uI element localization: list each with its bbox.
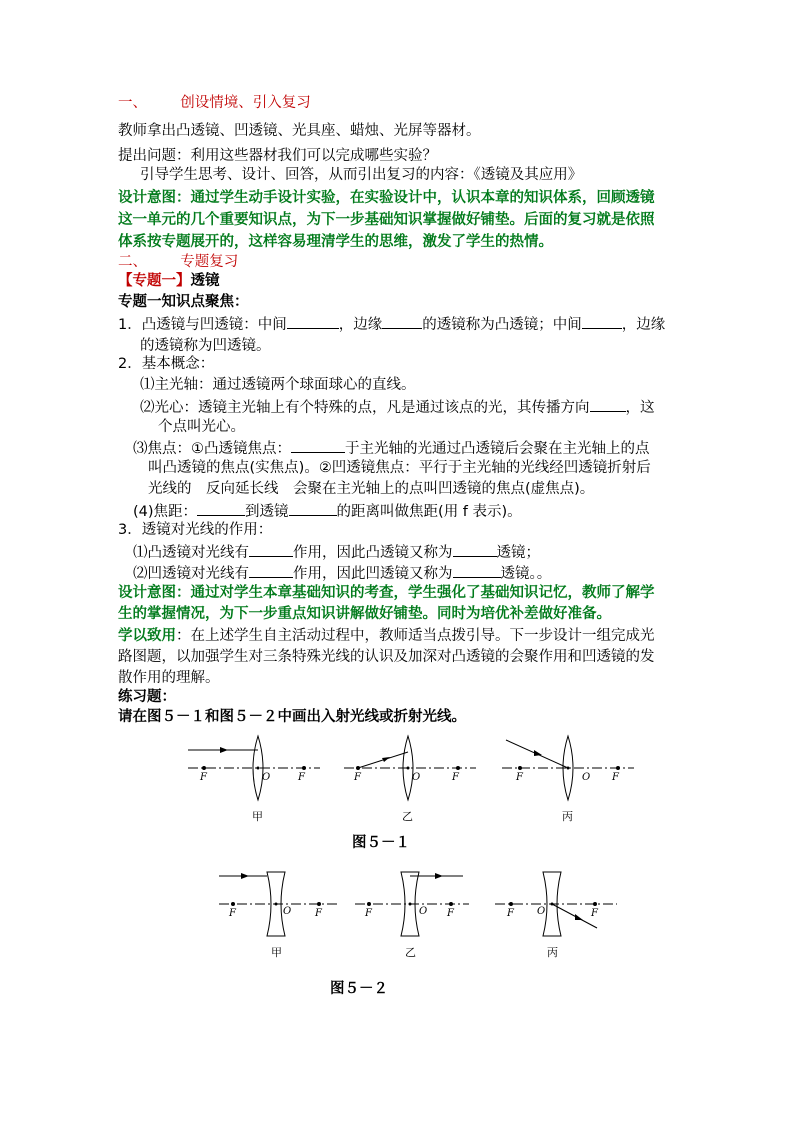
focus-dot [356, 766, 360, 770]
topic-1-bracket: 【专题一】 [118, 273, 191, 289]
design-intent-1-line-3: 体系按专题展开的，这样容易理清学生的思维，激发了学生的热情。 [118, 234, 553, 250]
apply-label: 学以致用 [118, 628, 176, 644]
focus-label: F [365, 908, 372, 919]
diagram-label-bing: 丙 [547, 946, 558, 959]
diagram-label-yi: 乙 [402, 810, 413, 823]
paragraph-guide: 引导学生思考、设计、回答，从而引出复习的内容：《透镜及其应用》 [140, 167, 583, 183]
apply-line-3: 散作用的理解。 [118, 670, 220, 686]
figure-5-1 [180, 728, 640, 828]
focus-dot [202, 766, 206, 770]
focus-label: F [447, 908, 454, 919]
focus-label: F [516, 772, 523, 783]
optical-center-label: O [412, 772, 421, 783]
focus-label: F [200, 772, 207, 783]
topic-1-title: 透镜 [190, 273, 220, 289]
optical-center-line-1: ⑵光心：透镜主光轴上有个特殊的点，凡是通过该点的光，其传播方向 ，这 [140, 397, 655, 417]
focus-dot [616, 766, 620, 770]
question-3-title: 3．透镜对光线的作用： [118, 522, 273, 538]
focus-label: F [229, 908, 236, 919]
focal-point-line-3: 光线的 反向延长线 会聚在主光轴上的点叫凹透镜的焦点(虚焦点)。 [148, 481, 595, 497]
exercise-instruction: 请在图５－１和图５－２中画出入射光线或折射光线。 [118, 709, 466, 725]
question-1-line-2: 的透镜称为凹透镜。 [140, 338, 271, 354]
diagram-label-jia: 甲 [252, 810, 263, 823]
design-intent-1-line-1: 设计意图：通过学生动手设计实验，在实验设计中，认识本章的知识体系，回顾透镜 [118, 190, 655, 206]
focus-dot [593, 902, 597, 906]
diagram-label-bing: 丙 [562, 810, 573, 823]
focus-label: F [354, 772, 361, 783]
blank[interactable] [453, 563, 501, 578]
optical-center-label: O [262, 772, 271, 783]
question-2-title: 2．基本概念： [118, 356, 215, 372]
design-intent-1-line-2: 这一单元的几个重要知识点，为下一步基础知识掌握做好铺垫。后面的复习就是依照 [118, 212, 655, 228]
blank[interactable] [582, 314, 622, 329]
apply-line-2: 路图题，以加强学生对三条特殊光线的认识及加深对凸透镜的会聚作用和凹透镜的发 [118, 649, 655, 665]
blank[interactable] [289, 501, 337, 516]
paragraph-question: 提出问题：利用这些器材我们可以完成哪些实验？ [118, 148, 437, 164]
fig1-diagram-bing [502, 736, 634, 823]
focus-label: F [507, 908, 514, 919]
focus-dot [367, 902, 371, 906]
figure-5-2 [215, 862, 625, 962]
question-3-convex-line: ⑴凸透镜对光线有 作用，因此凸透镜又称为 透镜； [133, 542, 540, 562]
topic-1-heading [118, 272, 220, 290]
design-intent-2-line-2: 生的掌握情况，为下一步重点知识讲解做好铺垫。同时为培优补差做好准备。 [118, 606, 611, 622]
blank[interactable] [453, 542, 497, 557]
focus-dot [231, 902, 235, 906]
exercise-title: 练习题： [118, 689, 176, 705]
design-intent-2-line-1: 设计意图：通过对学生本章基础知识的考查，学生强化了基础知识记忆，教师了解学 [118, 585, 655, 601]
focus-label: F [591, 908, 598, 919]
optical-center-label: O [283, 906, 292, 917]
optical-center-line-2: 个点叫光心。 [158, 419, 245, 435]
section-2-heading [118, 253, 238, 271]
focus-dot [317, 902, 321, 906]
focus-dot [456, 766, 460, 770]
focus-dot [518, 766, 522, 770]
section-2-title: 专题复习 [180, 254, 239, 270]
fig1-diagram-yi [344, 736, 476, 823]
focus-label: F [315, 908, 322, 919]
optical-center-label: O [419, 906, 428, 917]
figure-5-2-caption: 图５－２ [330, 981, 388, 997]
blank[interactable] [382, 314, 422, 329]
topic-1-focus-heading: 专题一知识点聚焦： [118, 294, 249, 310]
blank[interactable] [249, 563, 293, 578]
section-2-number: 二、 [118, 254, 147, 270]
focus-label: F [298, 772, 305, 783]
section-1-title: 创设情境、引入复习 [180, 95, 311, 111]
focal-point-line-2: 叫凸透镜的焦点(实焦点)。②凹透镜焦点：平行于主光轴的光线经凹透镜折射后 [148, 460, 651, 476]
optical-center-label: O [537, 906, 546, 917]
apply-line-1: 学以致用：在上述学生自主活动过程中，教师适当点拨引导。下一步设计一组完成光 [118, 628, 655, 644]
focal-point-line-1: ⑶焦点：①凸透镜焦点： 于主光轴的光通过凸透镜后会聚在主光轴上的点 [133, 438, 650, 458]
fig2-diagram-yi [355, 872, 469, 959]
section-1-number: 一、 [118, 95, 147, 111]
focus-dot [509, 902, 513, 906]
blank[interactable] [287, 314, 339, 329]
diagram-label-yi: 乙 [405, 946, 416, 959]
question-1-line-1: 1．凸透镜与凹透镜：中间 ，边缘 的透镜称为凸透镜；中间 ，边缘 [118, 314, 665, 334]
diagram-label-jia: 甲 [271, 946, 282, 959]
focus-dot [449, 902, 453, 906]
blank[interactable] [197, 501, 245, 516]
focus-label: F [612, 772, 619, 783]
design-intent-label: 设计意图 [118, 585, 176, 601]
focus-label: F [452, 772, 459, 783]
blank[interactable] [590, 397, 626, 412]
design-intent-label: 设计意图 [118, 190, 176, 206]
section-1-heading [118, 94, 311, 112]
optical-center-label: O [582, 772, 591, 783]
blank[interactable] [249, 542, 293, 557]
focal-length-line: (4)焦距： 到透镜 的距离叫做焦距(用 f 表示)。 [133, 501, 522, 521]
fig2-diagram-jia [219, 872, 339, 959]
paragraph-equipment: 教师拿出凸透镜、凹透镜、光具座、蜡烛、光屏等器材。 [118, 123, 481, 139]
figure-5-1-caption: 图５－１ [352, 835, 410, 851]
fig2-diagram-bing [495, 872, 617, 959]
fig1-diagram-jia [188, 736, 320, 823]
principal-axis-definition: ⑴主光轴：通过透镜两个球面球心的直线。 [140, 377, 416, 393]
focus-dot [302, 766, 306, 770]
question-3-concave-line: ⑵凹透镜对光线有 作用，因此凹透镜又称为 透镜。。 [133, 563, 551, 583]
blank[interactable] [291, 438, 345, 453]
